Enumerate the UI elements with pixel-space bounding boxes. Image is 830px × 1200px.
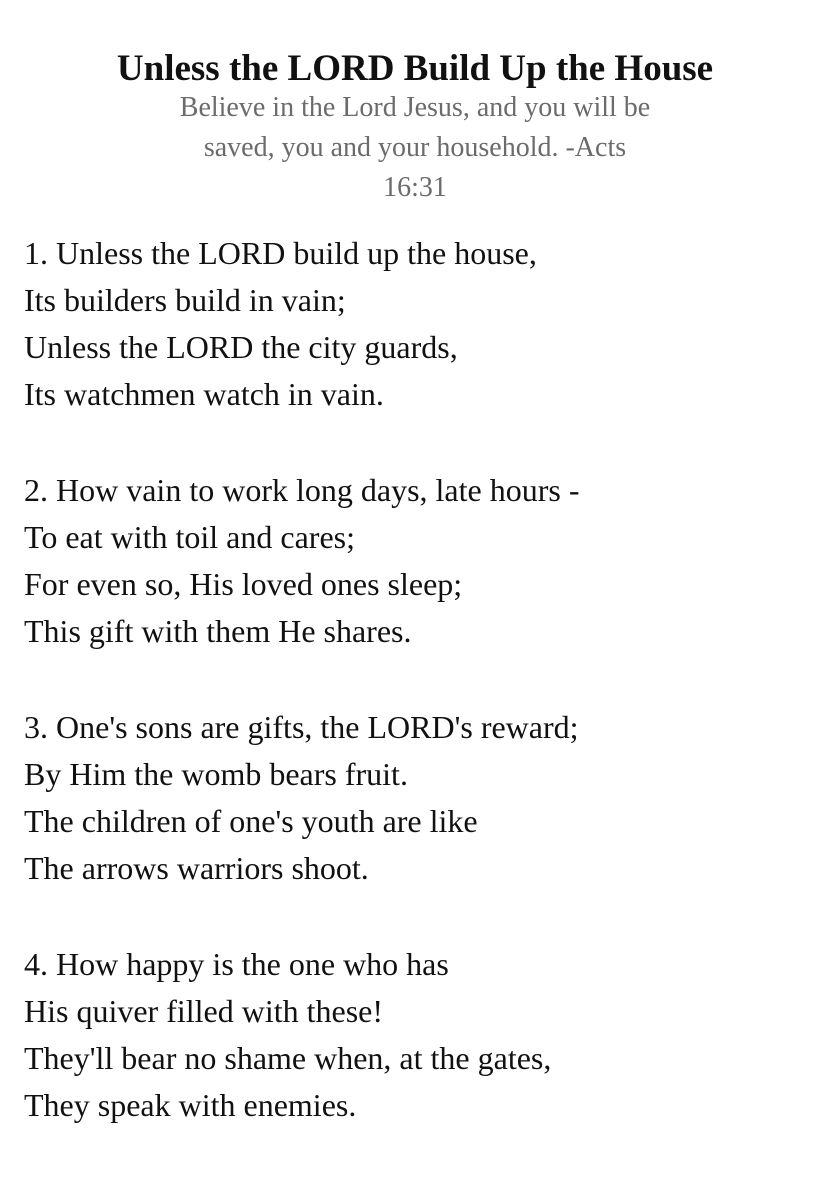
page-title: Unless the LORD Build Up the House xyxy=(116,47,714,89)
verse-line: Its builders build in vain; xyxy=(24,282,346,318)
verse-line: The children of one's youth are like xyxy=(24,803,478,839)
hymn-verses xyxy=(24,230,814,1178)
verse-line: To eat with toil and cares; xyxy=(24,519,355,555)
verse-line: His quiver filled with these! xyxy=(24,993,384,1029)
verse-2 xyxy=(24,467,814,655)
verse-line: By Him the womb bears fruit. xyxy=(24,756,408,792)
verse-1 xyxy=(24,230,814,418)
scripture-quote-line: saved, you and your household. -Acts xyxy=(203,132,627,163)
verse-line: 4. How happy is the one who has xyxy=(24,946,449,982)
scripture-quote-line: 16:31 xyxy=(383,172,447,203)
verse-line: They'll bear no shame when, at the gates, xyxy=(24,1040,552,1076)
verse-line: 2. How vain to work long days, late hours - xyxy=(24,472,580,508)
verse-3 xyxy=(24,704,814,892)
verse-line: Unless the LORD the city guards, xyxy=(24,329,458,365)
scripture-quote-line: Believe in the Lord Jesus, and you will be xyxy=(179,92,651,123)
scripture-quote xyxy=(100,88,730,208)
verse-line: 3. One's sons are gifts, the LORD's reward; xyxy=(24,709,579,745)
verse-line: For even so, His loved ones sleep; xyxy=(24,566,463,602)
verse-4 xyxy=(24,941,814,1129)
verse-line: Its watchmen watch in vain. xyxy=(24,376,384,412)
verse-line: The arrows warriors shoot. xyxy=(24,850,369,886)
verse-line: This gift with them He shares. xyxy=(24,613,412,649)
verse-line: 1. Unless the LORD build up the house, xyxy=(24,235,537,271)
verse-line: They speak with enemies. xyxy=(24,1087,357,1123)
